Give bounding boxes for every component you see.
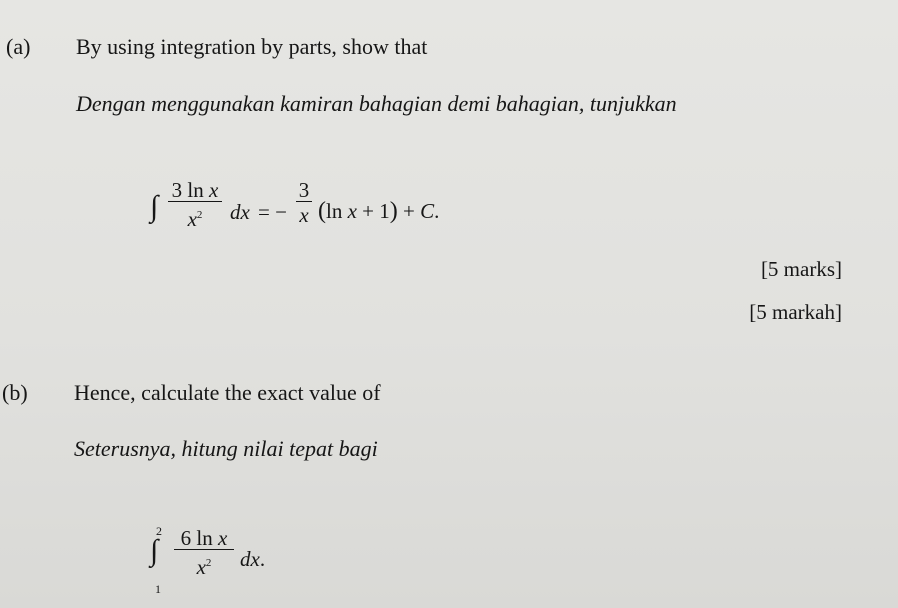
rhs-plus: +: [397, 199, 421, 223]
rhs-period: .: [434, 199, 440, 223]
part-a-instruction-my: Dengan menggunakan kamiran bahagian demi bahagian, tunjukkan: [76, 91, 677, 116]
integral-dx: dx: [240, 547, 260, 571]
rhs-paren-close: ): [389, 198, 398, 224]
num-var: x: [218, 526, 228, 550]
num-coef: 6: [180, 526, 192, 550]
rhs-var: x: [347, 199, 357, 223]
lhs-fraction: [168, 179, 222, 232]
part-b-instruction-my: Seterusnya, hitung nilai tepat bagi: [74, 436, 378, 461]
marks-my-text: [5 markah]: [749, 300, 842, 324]
lhs-num-var: x: [209, 178, 219, 202]
part-a-marks-my: [749, 300, 842, 325]
part-b-instruction-en: Hence, calculate the exact value of: [74, 380, 381, 405]
rhs-plus-one: + 1: [356, 199, 390, 223]
equals-minus: = −: [258, 200, 287, 224]
lhs-den-var: x: [187, 207, 197, 231]
lhs-dx: dx: [230, 200, 250, 224]
integral-period: .: [259, 547, 266, 571]
rhs-ln: ln: [326, 199, 343, 223]
num-fn: ln: [196, 526, 213, 550]
part-a-marks-en: [761, 257, 842, 282]
den-var: x: [196, 555, 206, 579]
rhs-fraction: [296, 179, 312, 228]
den-exp: 2: [205, 557, 212, 569]
rhs-paren-open: (: [318, 198, 326, 224]
lhs-num-fn: ln: [187, 178, 204, 202]
part-a-instruction-en: By using integration by parts, show that: [76, 34, 428, 59]
upper-limit: 2: [156, 524, 162, 538]
integral-sign: ∫: [150, 190, 159, 223]
lower-limit: 1: [155, 582, 161, 596]
definite-integral-sign: ∫: [150, 534, 159, 567]
integrand-fraction: [174, 527, 234, 580]
part-b-label: (b): [2, 380, 28, 405]
rhs-num: 3: [298, 178, 310, 202]
marks-en-text: [5 marks]: [760, 257, 842, 281]
lhs-den-exp: 2: [196, 209, 203, 221]
lhs-num-coef: 3: [171, 178, 183, 202]
rhs-den: x: [299, 203, 309, 227]
part-a-label: (a): [6, 34, 31, 59]
rhs-const: C: [420, 199, 435, 223]
